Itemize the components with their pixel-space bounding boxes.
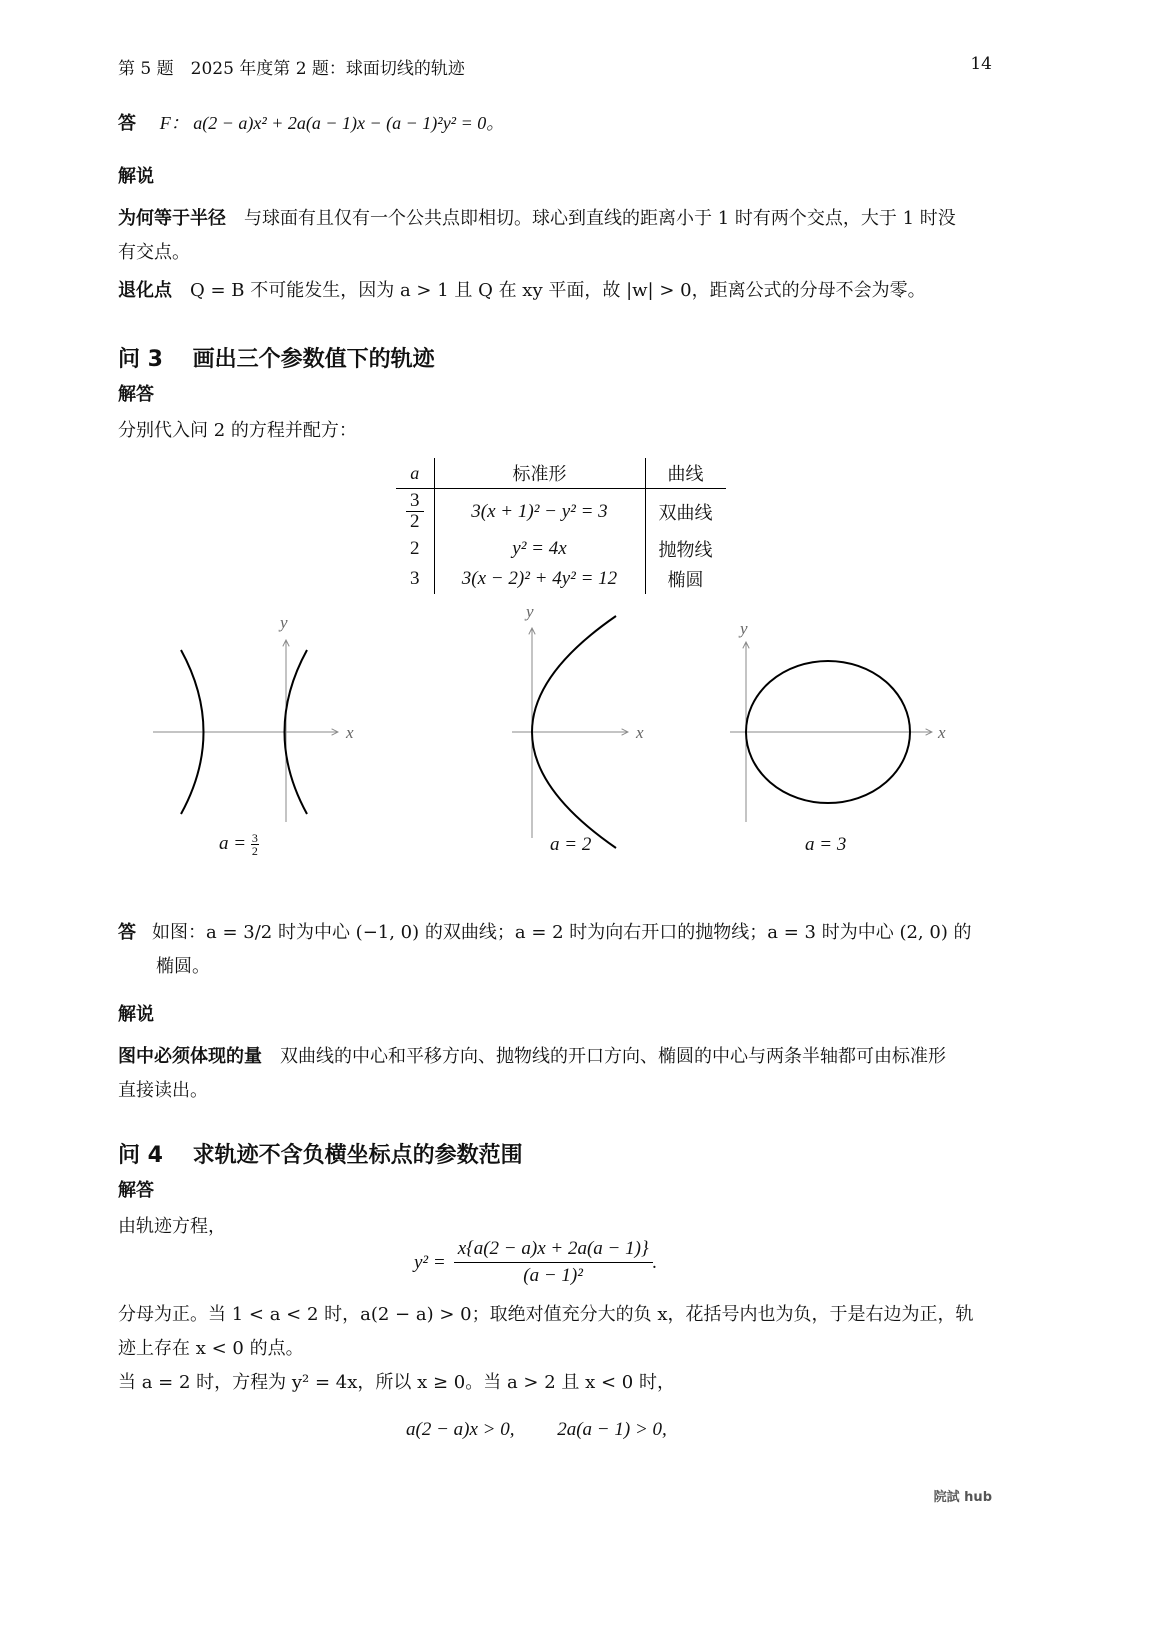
footer-brand: 院試 hub <box>933 1490 992 1505</box>
paragraph-label: 为何等于半径 <box>118 208 226 229</box>
inequality-line: a(2 − a)x > 0, 2a(a − 1) > 0, <box>406 1419 667 1440</box>
table-cell-a: 2 <box>396 534 434 564</box>
table-header-a: a <box>396 458 434 489</box>
figure-caption-2: a = 2 <box>550 834 592 855</box>
answer-3-text: 如图：a = 3/2 时为中心 (−1, 0) 的双曲线；a = 2 时为向右开口的抛物线；a = 3 时为中心 (2, 0) 的 <box>152 922 972 943</box>
solution-label: 解答 <box>118 1180 154 1201</box>
q3-intro: 分别代入问 2 的方程并配方： <box>118 420 357 441</box>
table-row <box>396 489 726 535</box>
answer-3 <box>118 916 1008 984</box>
standard-form-table <box>396 458 726 594</box>
y-axis-label: y <box>526 602 534 621</box>
table-cell-form: 3(x − 2)² + 4y² = 12 <box>434 564 645 594</box>
parabola-figure <box>512 602 644 848</box>
section-heading-q4: 问 4 求轨迹不含负横坐标点的参数范围 <box>118 1143 523 1168</box>
x-axis-label: x <box>636 723 644 742</box>
table-cell-form: 3(x + 1)² − y² = 3 <box>434 489 645 535</box>
y-axis-label: y <box>740 619 748 638</box>
explanation-heading: 解说 <box>118 166 154 187</box>
x-axis-label: x <box>938 723 946 742</box>
equation-period: . <box>652 1251 658 1273</box>
answer-3-text-cont: 椭圆。 <box>156 956 210 977</box>
explanation-paragraph-3 <box>118 1040 1008 1108</box>
explanation-paragraph-1 <box>118 202 998 270</box>
paragraph-label: 图中必须体现的量 <box>118 1046 262 1067</box>
answer-1 <box>118 106 504 141</box>
x-axis-label: x <box>346 723 354 742</box>
page-number: 14 <box>970 54 992 74</box>
ellipse-figure <box>730 619 946 822</box>
explanation-paragraph-2 <box>118 274 926 308</box>
section-heading-q3: 问 3 画出三个参数值下的轨迹 <box>118 347 435 372</box>
hyperbola-figure <box>153 613 354 822</box>
table-cell-curve: 抛物线 <box>658 540 713 561</box>
answer-label: 答 <box>118 922 136 943</box>
table-cell-a: 3 <box>396 564 434 594</box>
fraction-numerator: 3 <box>251 831 258 845</box>
q4-paragraph-1 <box>118 1298 1008 1366</box>
solution-label: 解答 <box>118 384 154 405</box>
caption-text: a = <box>219 832 251 854</box>
table-header-curve: 曲线 <box>645 458 726 489</box>
figure-caption-1 <box>219 832 259 857</box>
fraction-denominator: 2 <box>251 844 258 858</box>
equation-denominator: (a − 1)² <box>523 1265 583 1286</box>
table-header-form: 标准形 <box>434 458 645 489</box>
answer-label: 答 <box>118 113 136 134</box>
paragraph-text: 与球面有且仅有一个公共点即相切。球心到直线的距离小于 1 时有两个交点，大于 1 时没 <box>244 208 956 229</box>
table-cell-curve: 椭圆 <box>667 570 704 591</box>
running-header: 第 5 题 2025 年度第 2 题：球面切线的轨迹 <box>118 59 465 79</box>
fraction-numerator: 3 <box>406 491 424 512</box>
paragraph-text-cont: 迹上存在 x < 0 的点。 <box>118 1338 304 1359</box>
table-row <box>396 534 726 564</box>
paragraph-text-cont: 有交点。 <box>118 242 190 263</box>
paragraph-text: 分母为正。当 1 < a < 2 时，a(2 − a) > 0；取绝对值充分大的负 x，花括号内也为负，于是右边为正，轨 <box>118 1304 974 1325</box>
y-axis-label: y <box>280 613 288 632</box>
table-cell-curve: 双曲线 <box>658 502 713 524</box>
q4-paragraph-2: 当 a = 2 时，方程为 y² = 4x，所以 x ≥ 0。当 a > 2 且 x < 0 时， <box>118 1372 675 1393</box>
paragraph-text: Q = B 不可能发生，因为 a > 1 且 Q 在 xy 平面，故 |w| > 0，距离公式的分母不会为零。 <box>190 280 926 301</box>
table-cell-form: y² = 4x <box>434 534 645 564</box>
locus-equation <box>414 1236 657 1289</box>
q4-intro: 由轨迹方程， <box>118 1216 226 1237</box>
figure-caption-3: a = 3 <box>805 834 847 855</box>
paragraph-text: 双曲线的中心和平移方向、抛物线的开口方向、椭圆的中心与两条半轴都可由标准形 <box>280 1046 946 1067</box>
explanation-heading: 解说 <box>118 1004 154 1025</box>
paragraph-text-cont: 直接读出。 <box>118 1080 208 1101</box>
answer-1-equation: F： a(2 − a)x² + 2a(a − 1)x − (a − 1)²y² = 0。 <box>159 113 505 133</box>
paragraph-label: 退化点 <box>118 280 172 301</box>
equation-lhs: y² = <box>414 1251 446 1273</box>
fraction-denominator: 2 <box>410 511 420 532</box>
equation-numerator: x{a(2 − a)x + 2a(a − 1)} <box>454 1236 653 1263</box>
